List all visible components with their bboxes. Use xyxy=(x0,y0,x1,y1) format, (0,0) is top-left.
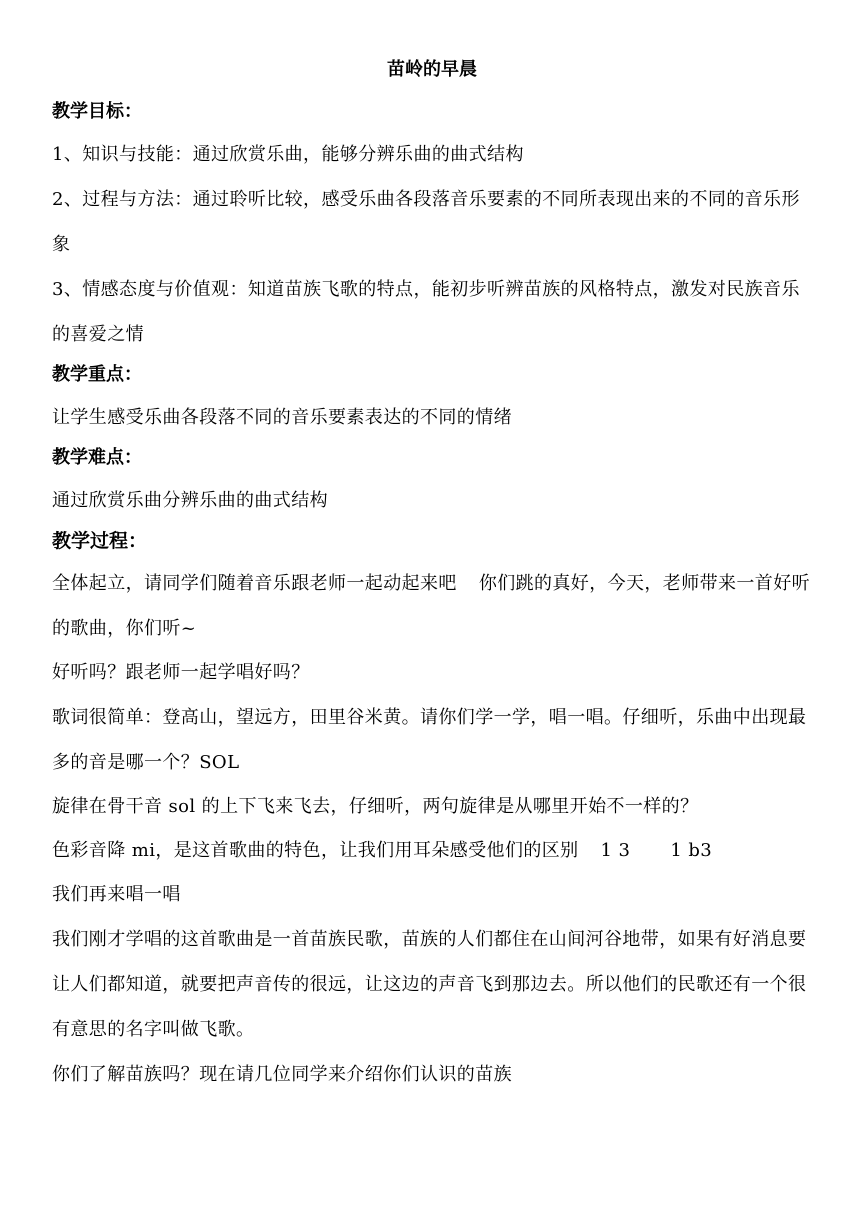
goal-item-process: 2、过程与方法：通过聆听比较，感受乐曲各段落音乐要素的不同所表现出来的不同的音乐形象 xyxy=(52,189,800,255)
warmup-text-a: 全体起立，请同学们随着音乐跟老师一起动起来吧 xyxy=(52,573,457,594)
document-title: 苗岭的早晨 xyxy=(387,59,477,80)
process-paragraph-sing-again: 我们再来唱一唱 xyxy=(52,884,181,905)
process-paragraph-warmup xyxy=(52,561,812,651)
goal-item-knowledge: 1、知识与技能：通过欣赏乐曲，能够分辨乐曲的曲式结构 xyxy=(52,144,524,165)
difficulty-text: 通过欣赏乐曲分辨乐曲的曲式结构 xyxy=(52,490,328,511)
process-paragraph-color-note xyxy=(52,829,812,873)
goals-heading: 教学目标： xyxy=(52,101,142,122)
interval-example-1: 1 3 xyxy=(600,840,631,861)
process-paragraph-question: 好听吗？跟老师一起学唱好吗？ xyxy=(52,662,310,683)
process-paragraph-lyrics: 歌词很简单：登高山，望远方，田里谷米黄。请你们学一学，唱一唱。仔细听，乐曲中出现最多的音是哪一个？SOL xyxy=(52,707,807,773)
key-point-heading: 教学重点： xyxy=(52,364,142,385)
key-point-text: 让学生感受乐曲各段落不同的音乐要素表达的不同的情绪 xyxy=(52,407,512,428)
color-note-text: 色彩音降 mi，是这首歌曲的特色，让我们用耳朵感受他们的区别 xyxy=(52,840,579,861)
process-heading: 教学过程： xyxy=(52,530,148,552)
process-paragraph-introduce: 你们了解苗族吗？现在请几位同学来介绍你们认识的苗族 xyxy=(52,1064,512,1085)
process-paragraph-melody: 旋律在骨干音 sol 的上下飞来飞去，仔细听，两句旋律是从哪里开始不一样的？ xyxy=(52,796,699,817)
process-paragraph-flying-song: 我们刚才学唱的这首歌曲是一首苗族民歌，苗族的人们都住在山间河谷地带，如果有好消息要让人们都知道，就要把声音传的很远，让这边的声音飞到那边去。所以他们的民歌还有一个很有意思的名字叫做飞歌。 xyxy=(52,929,807,1040)
warmup-text-b: 你们跳的真好，今天，老师带来一首好听的歌曲，你们听~ xyxy=(52,573,811,639)
interval-example-2: 1 b3 xyxy=(670,840,713,861)
goal-item-attitude: 3、情感态度与价值观：知道苗族飞歌的特点，能初步听辨苗族的风格特点，激发对民族音乐的喜爱之情 xyxy=(52,279,800,345)
document-page xyxy=(52,58,812,1097)
difficulty-heading: 教学难点： xyxy=(52,447,142,468)
